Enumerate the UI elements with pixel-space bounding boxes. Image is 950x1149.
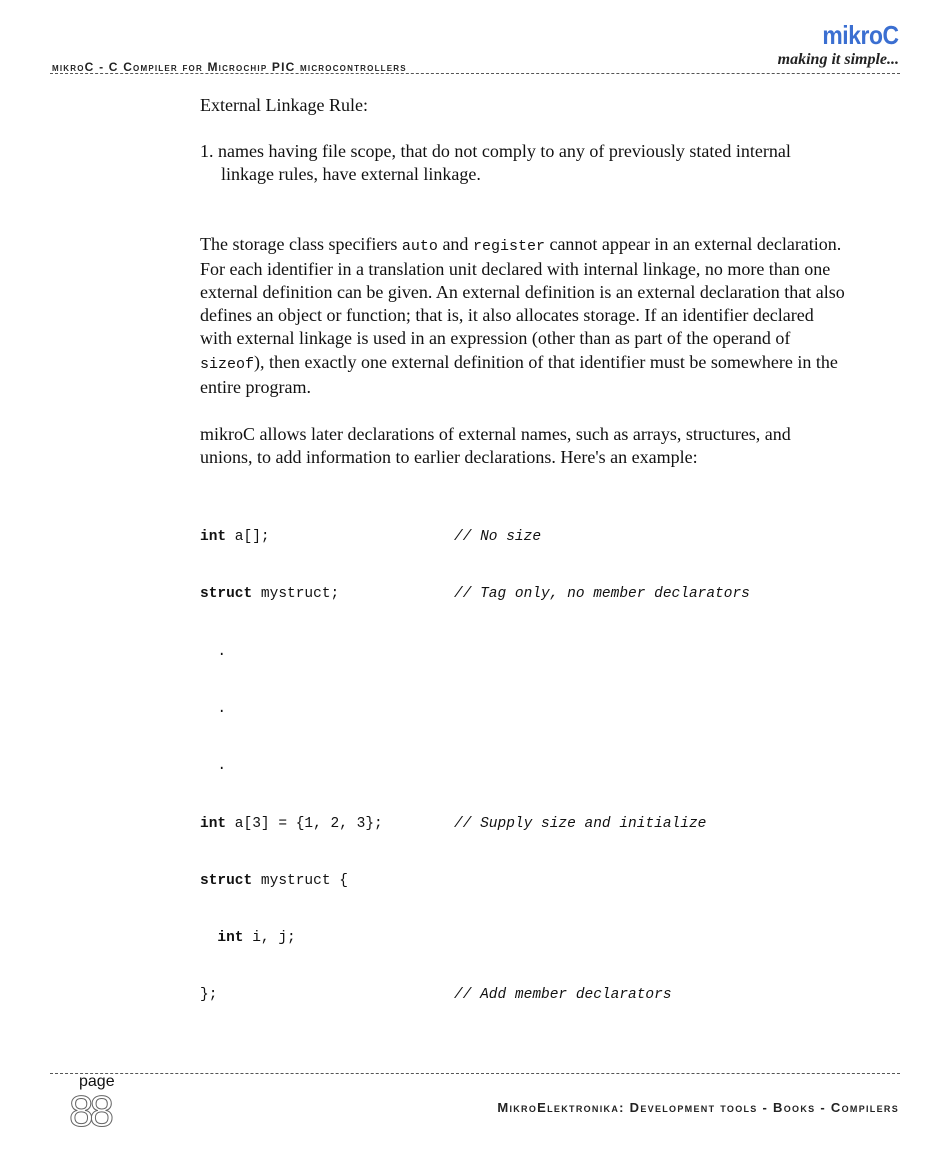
code-keyword: struct: [200, 872, 253, 889]
code-keyword: int: [200, 815, 227, 832]
paragraph-text: cannot appear in an external declaration. For each identifier in a translation unit declared with internal linkage, no more than one external definition can be given. An external definition is an external declaration that also defines an object or function; that is, it also allocates storage. If an identifier declared with external linkage is used in an expression (other than as part of the operand of: [200, 233, 845, 349]
inline-code-auto: auto: [401, 237, 438, 255]
code-line: [200, 986, 672, 1005]
page-label: page: [79, 1073, 115, 1090]
code-text: .: [200, 701, 227, 718]
code-line: [200, 872, 383, 891]
code-text: mystruct {: [252, 872, 348, 889]
code-comment: // Tag only, no member declarators: [454, 586, 750, 603]
code-comment: // Supply size and initialize: [454, 815, 707, 832]
code-line: [200, 757, 383, 776]
header-divider: [50, 73, 900, 74]
code-keyword: struct: [200, 586, 253, 603]
code-text: };: [200, 987, 218, 1004]
code-text: a[3] = {1, 2, 3};: [226, 815, 383, 832]
code-text: i, j;: [243, 930, 296, 947]
code-text: .: [200, 758, 227, 775]
code-line: [200, 815, 707, 834]
footer-divider: [50, 1073, 900, 1074]
code-example: [200, 490, 750, 1025]
code-comment: // Add member declarators: [454, 987, 672, 1004]
code-text: a[];: [226, 529, 270, 546]
section-heading: External Linkage Rule:: [200, 95, 368, 115]
code-keyword: int: [200, 529, 227, 546]
code-line: [200, 929, 383, 948]
brand-logo: mikroC: [822, 20, 899, 50]
inline-code-sizeof: sizeof: [200, 355, 255, 373]
code-line: [200, 528, 542, 547]
page-content: [200, 94, 845, 469]
code-comment: // No size: [454, 529, 542, 546]
paragraph-text: and: [437, 233, 473, 254]
brand-tagline: making it simple...: [777, 51, 899, 68]
code-line: [200, 700, 383, 719]
code-indent: [200, 930, 217, 946]
paragraph-later-declarations: mikroC allows later declarations of external names, such as arrays, structures, and unions, to add information to earlier declarations. Here's an example:: [200, 424, 791, 468]
footer-text: MikroElektronika: Development tools - Books - Compilers: [497, 1100, 899, 1115]
code-line: [200, 643, 383, 662]
paragraph-text: ), then exactly one external definition of that identifier must be somewhere in the entire program.: [200, 351, 838, 397]
page-number: 88: [69, 1087, 110, 1136]
code-keyword: int: [217, 930, 244, 947]
code-text: .: [200, 643, 227, 660]
code-line: [200, 585, 750, 604]
code-text: mystruct;: [252, 586, 340, 603]
paragraph-text: The storage class specifiers: [200, 233, 402, 254]
rule-list-item: 1. names having file scope, that do not comply to any of previously stated internal linkage rules, have external linkage.: [200, 141, 791, 185]
inline-code-register: register: [472, 237, 545, 255]
paragraph-storage-class: [200, 233, 845, 399]
header-title: mikroC - C Compiler for Microchip PIC microcontrollers: [52, 60, 407, 74]
